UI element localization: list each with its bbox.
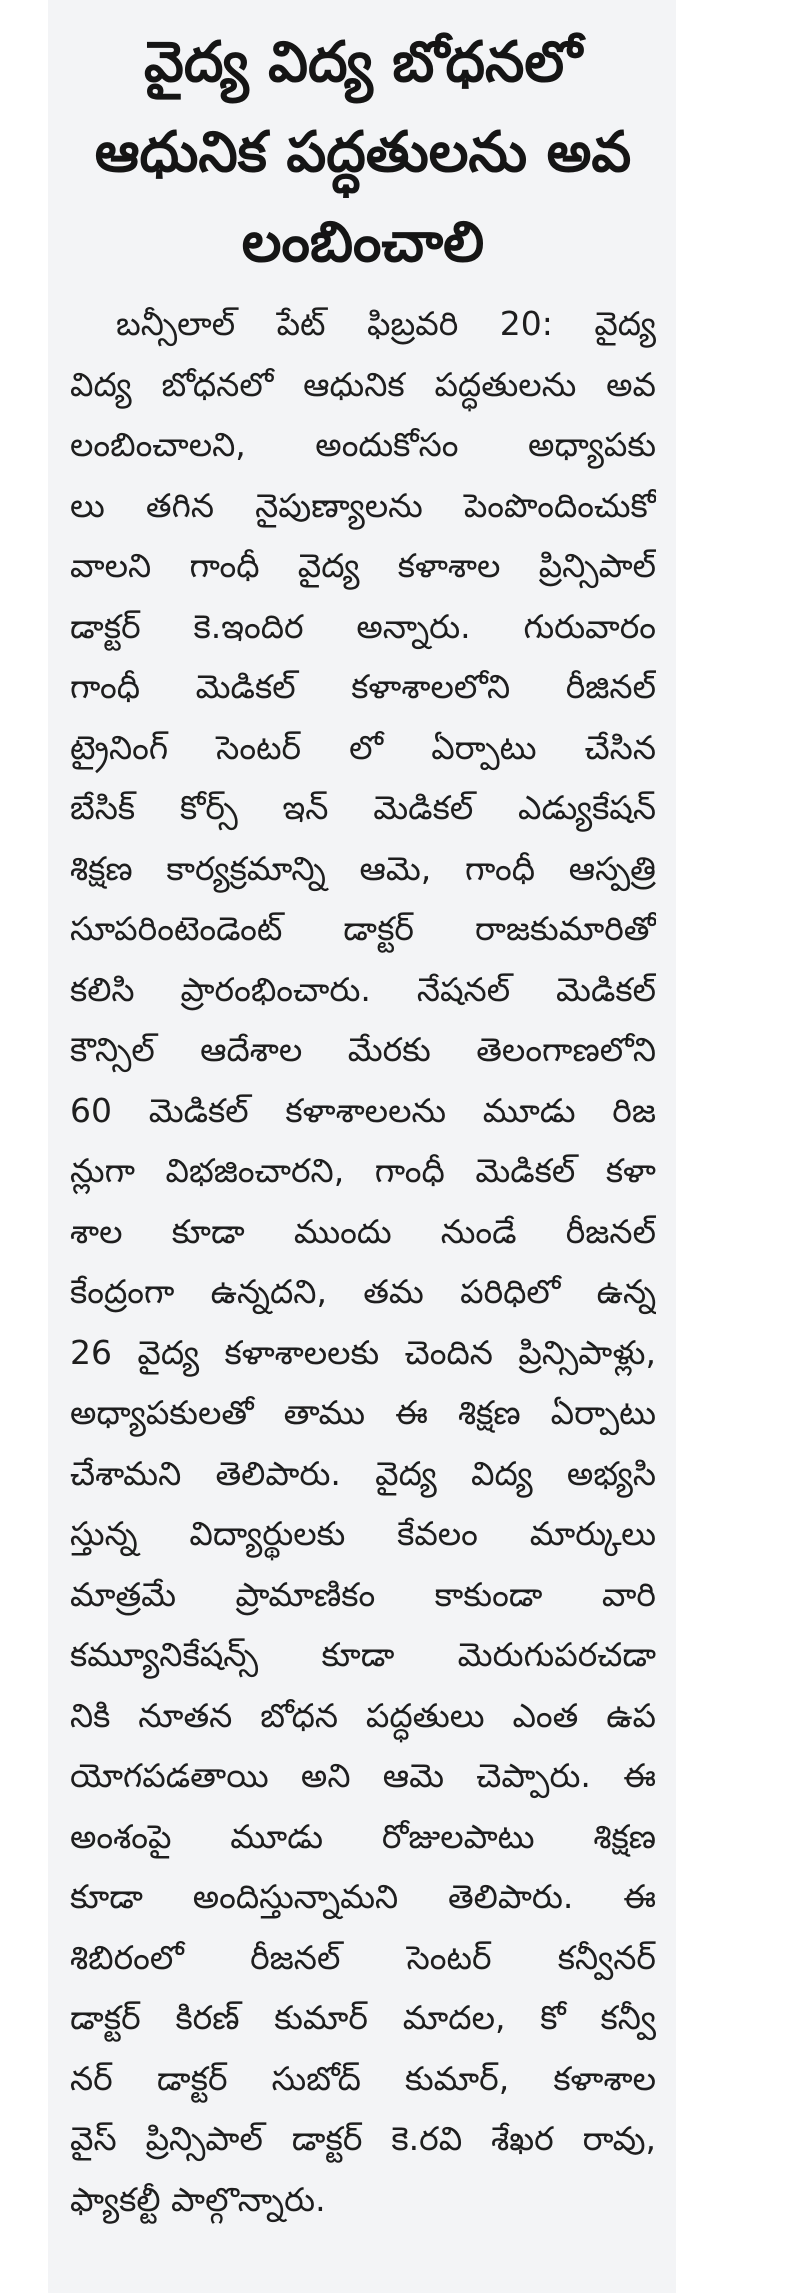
- body-line: కలిసి ప్రారంభించారు. నేషనల్ మెడికల్: [70, 969, 656, 1009]
- body-line: గాంధీ మెడికల్ కళాశాలలోని రీజినల్: [70, 667, 656, 706]
- body-line: నర్ డాక్టర్ సుబోద్ కుమార్, కళాశాల: [70, 2058, 656, 2098]
- body-line: శాల కూడా ముందు నుండే రీజనల్: [70, 1211, 656, 1251]
- body-line: కౌన్సిల్ ఆదేశాల మేరకు తెలంగాణలోని: [70, 1030, 656, 1069]
- body-line: లు తగిన నైపుణ్యాలను పెంపొందించుకో: [70, 485, 656, 525]
- body-line: మాత్రమే ప్రామాణికం కాకుండా వారి: [70, 1574, 656, 1614]
- body-line: కేంద్రంగా ఉన్నదని, తమ పరిధిలో ఉన్న: [70, 1272, 656, 1311]
- article-body: [70, 294, 656, 2230]
- body-line: అంశంపై మూడు రోజులపాటు శిక్షణ: [70, 1816, 656, 1856]
- headline-line: ఆధునిక పద్ధతులను అవ: [94, 120, 632, 185]
- body-line: చేశామని తెలిపారు. వైద్య విద్య అభ్యసి: [70, 1453, 656, 1493]
- body-line: కమ్యూనికేషన్స్ కూడా మెరుగుపరచడా: [70, 1635, 656, 1674]
- headline-line: వైద్య విద్య బోధనలో: [144, 30, 582, 95]
- headline: [70, 18, 656, 288]
- body-line: 26 వైద్య కళాశాలలకు చెందిన ప్రిన్సిపాళ్లు,: [70, 1332, 656, 1372]
- body-line: బేసిక్ కోర్స్ ఇన్ మెడికల్ ఎడ్యుకేషన్: [70, 788, 656, 827]
- body-line: డాక్టర్ కె.ఇందిర అన్నారు. గురువారం: [70, 606, 656, 646]
- headline-line: లంబించాలి: [241, 210, 485, 275]
- body-line: ట్రైనింగ్ సెంటర్ లో ఏర్పాటు చేసిన: [70, 727, 656, 767]
- news-clipping: [48, 0, 676, 2293]
- body-line: డాక్టర్ కిరణ్ కుమార్ మాదల, కో కన్వీ: [70, 1998, 656, 2037]
- body-line: యోగపడతాయి అని ఆమె చెప్పారు. ఈ: [70, 1756, 656, 1795]
- body-line: వాలని గాంధీ వైద్య కళాశాల ప్రిన్సిపాల్: [70, 546, 656, 585]
- body-line: వైస్ ప్రిన్సిపాల్ డాక్టర్ కె.రవి శేఖర రావు,: [70, 2119, 656, 2158]
- body-line: సూపరింటెండెంట్ డాక్టర్ రాజకుమారితో: [70, 909, 656, 948]
- body-line: 60 మెడికల్ కళాశాలలను మూడు రిజ: [70, 1090, 656, 1130]
- body-line: అధ్యాపకులతో తాము ఈ శిక్షణ ఏర్పాటు: [70, 1393, 656, 1432]
- body-line: బన్సీలాల్ పేట్ ఫిబ్రవరి 20: వైద్య: [116, 304, 656, 343]
- body-line: స్తున్న విద్యార్థులకు కేవలం మార్కులు: [70, 1514, 656, 1553]
- body-line: శిబిరంలో రీజనల్ సెంటర్ కన్వీనర్: [70, 1937, 656, 1977]
- body-line: ఫ్యాకల్టీ పాల్గొన్నారు.: [70, 2179, 326, 2219]
- body-line: శిక్షణ కార్యక్రమాన్ని ఆమె, గాంధీ ఆస్పత్రి: [70, 848, 656, 888]
- body-line: విద్య బోధనలో ఆధునిక పద్ధతులను అవ: [70, 364, 656, 404]
- body-line: న్లుగా విభజించారని, గాంధీ మెడికల్ కళా: [70, 1151, 656, 1190]
- body-line: నికి నూతన బోధన పద్ధతులు ఎంత ఉప: [70, 1695, 656, 1735]
- body-line: కూడా అందిస్తున్నామని తెలిపారు. ఈ: [70, 1877, 656, 1916]
- body-line: లంబించాలని, అందుకోసం అధ్యాపకు: [70, 425, 656, 464]
